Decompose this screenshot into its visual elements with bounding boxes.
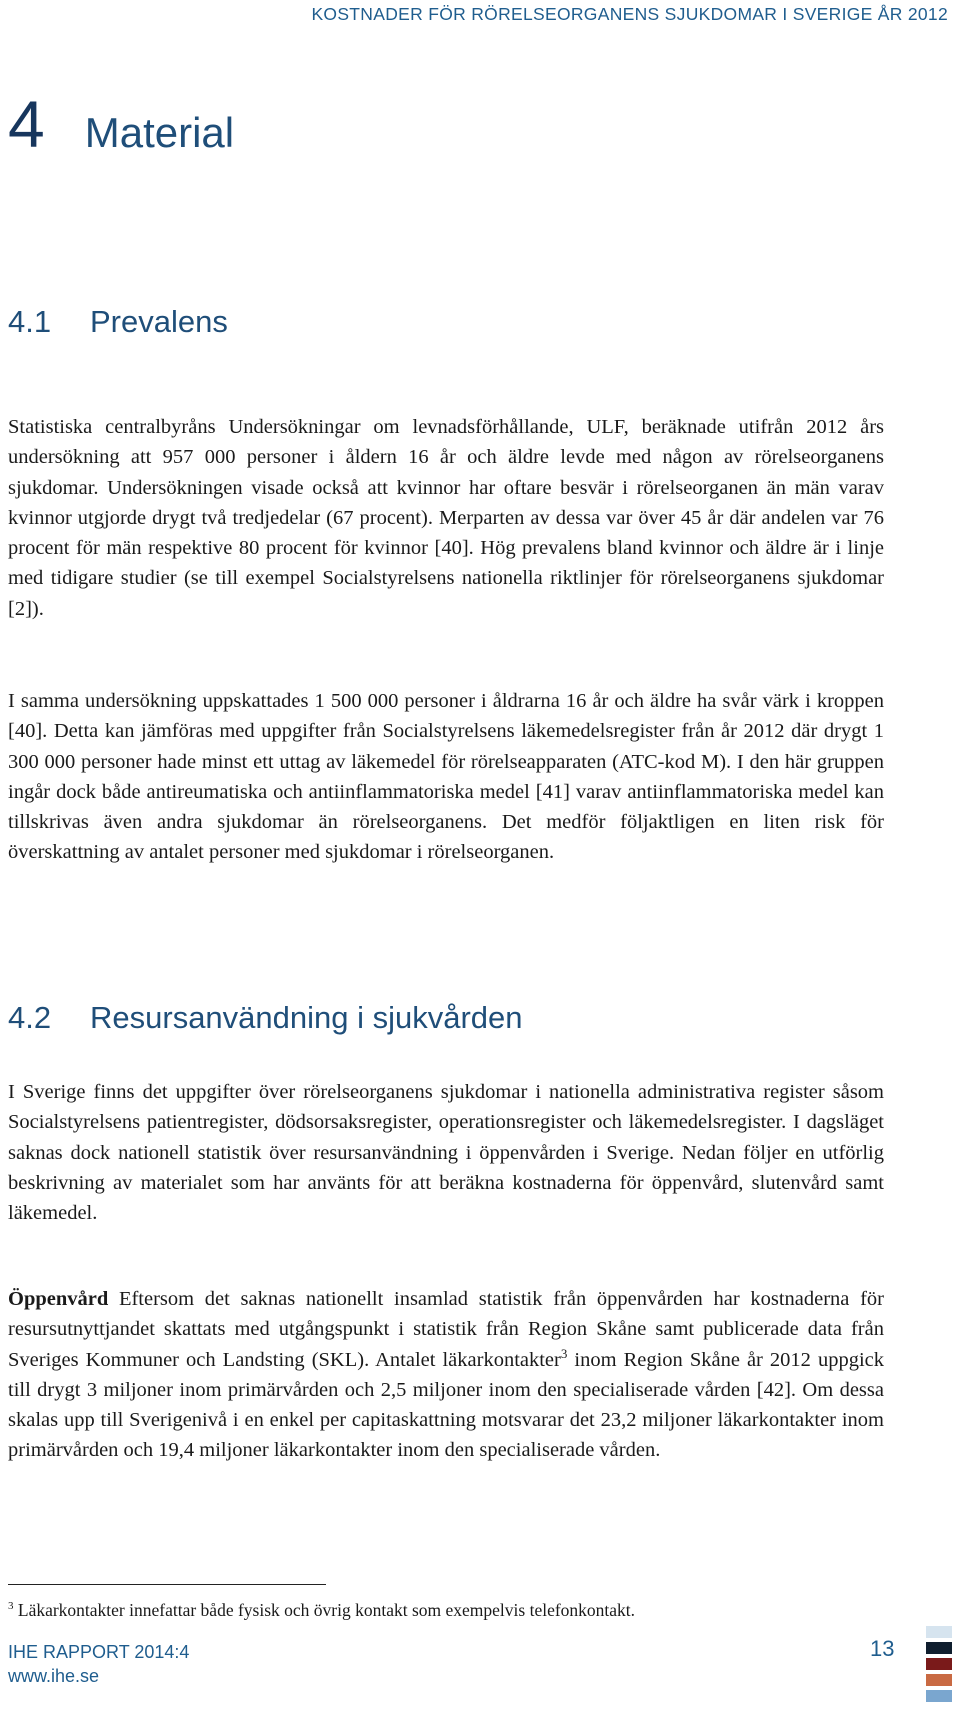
report-id: IHE RAPPORT 2014:4 (8, 1642, 190, 1662)
brand-block (926, 1690, 952, 1702)
subsection-oppenvard (8, 1284, 884, 1466)
website-link[interactable]: www.ihe.se (8, 1666, 100, 1686)
section-number: 4.1 (8, 304, 52, 339)
footnote-text: Läkarkontakter innefattar både fysisk och övrig kontakt som exempelvis telefonkontakt. (13, 1599, 636, 1620)
subsection-text: inom Region Skåne år 2012 uppgick till drygt 3 miljoner inom primärvården och 2,5 miljoner inom den specialiserade vården [42]. Om dessa skalas upp till Sverigenivå i en enkel per capitaskattning motsvarar det 23,2 miljoner läkarkontakter inom primärvården och 19,4 miljoner läkarkontakter inom den specialiserade vården. (8, 1348, 884, 1462)
chapter-heading (8, 86, 234, 162)
brand-block (926, 1674, 952, 1686)
brand-block (926, 1658, 952, 1670)
chapter-number: 4 (8, 87, 45, 161)
subsection-text: Eftersom det saknas nationellt insamlad statistik från öppenvården har kostnaderna för resursutnyttjandet skattats med utgångspunkt i statistik från Region Skåne samt publicerade data från Sveriges Kommuner och Landsting (SKL). Antalet läkarkontakter (8, 1288, 884, 1371)
section-title: Resursanvändning i sjukvården (90, 1000, 523, 1035)
body-paragraph: I samma undersökning uppskattades 1 500 000 personer i åldrarna 16 år och äldre ha svår värk i kroppen [40]. Detta kan jämföras med uppgifter från Socialstyrelsens läkemedelsregister från år 2012 där drygt 1 300 000 personer hade minst ett uttag av läkemedel för rörelseapparaten (ATC-kod M). I den här gruppen ingår dock både antireumatiska och antiinflammatoriska medel [41] varav antiinflammatoriska medel kan tillskrivas även andra sjukdomar än rörelseorganens. Det medför följaktligen en liten risk för överskattning av antalet personer med sjukdomar i rörelseorganen. (8, 690, 884, 864)
footer-info (8, 1640, 189, 1688)
body-paragraph: I Sverige finns det uppgifter över rörelseorganens sjukdomar i nationella administrativa register såsom Socialstyrelsens patientregister, dödsorsaksregister, operationsregister och läkemedelsregister. I dagsläget saknas dock nationell statistik över resursanvändning i öppenvården i Sverige. Nedan följer en utförlig beskrivning av materialet som har använts för att beräkna kostnaderna för öppenvård, slutenvård samt läkemedel. (8, 1081, 884, 1225)
footnote-reference[interactable]: 3 (560, 1345, 568, 1361)
footnote-divider (8, 1584, 326, 1585)
section-heading-prevalens (8, 304, 228, 340)
footnote (8, 1594, 908, 1622)
brand-block (926, 1642, 952, 1654)
brand-color-blocks (926, 1626, 952, 1706)
running-header: KOSTNADER FÖR RÖRELSEORGANENS SJUKDOMAR I SVERIGE ÅR 2012 (311, 4, 948, 24)
chapter-title: Material (84, 109, 235, 156)
brand-block (926, 1626, 952, 1638)
section-number: 4.2 (8, 1000, 52, 1035)
page-number: 13 (870, 1636, 895, 1661)
footnote-marker: 3 (8, 1600, 14, 1612)
body-paragraph: Statistiska centralbyråns Undersökningar om levnadsförhållande, ULF, beräknade utifrån 2012 års undersökning att 957 000 personer i åldern 16 år och äldre levde med någon av rörelseorganens sjukdomar. Undersökningen visade också att kvinnor har oftare besvär i rörelseorganen än män varav kvinnor utgjorde drygt två tredjedelar (67 procent). Merparten av dessa var över 45 år där andelen var 76 procent för män respektive 80 procent för kvinnor [40]. Hög prevalens bland kvinnor och äldre är i linje med tidigare studier (se till exempel Socialstyrelsens nationella riktlinjer för rörelseorganens sjukdomar [2]). (8, 416, 884, 620)
subsection-label: Öppenvård (8, 1288, 109, 1310)
section-heading-resursanvandning (8, 1000, 523, 1036)
section-title: Prevalens (90, 304, 228, 339)
